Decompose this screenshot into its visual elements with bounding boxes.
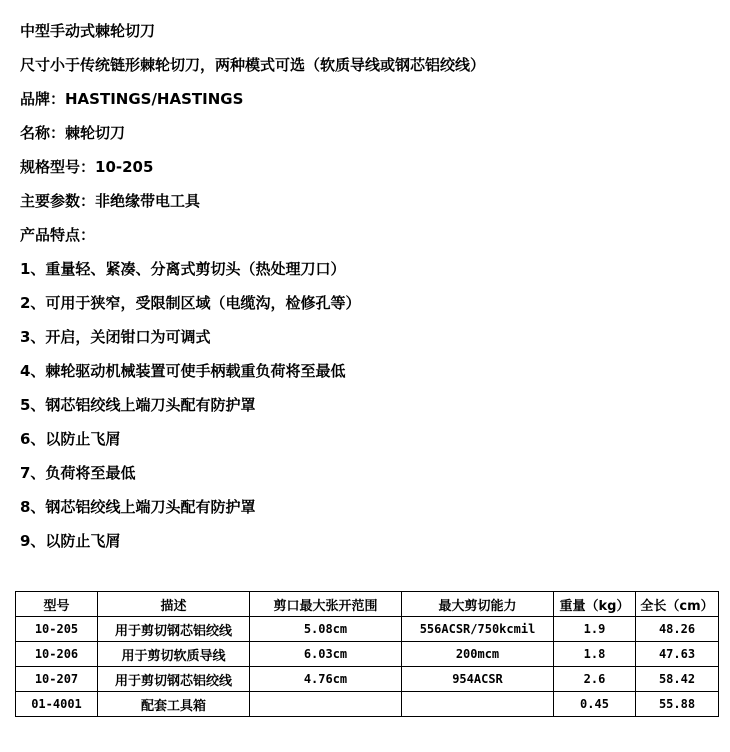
cell-model: 01-4001	[16, 692, 98, 717]
feature-item: 4、棘轮驱动机械装置可使手柄载重负荷将至最低	[20, 362, 346, 380]
cell-description: 用于剪切钢芯铝绞线	[98, 667, 250, 692]
cell-weight: 0.45	[554, 692, 636, 717]
feature-item: 8、钢芯铝绞线上端刀头配有防护罩	[20, 498, 256, 516]
feature-item: 3、开启，关闭钳口为可调式	[20, 328, 211, 346]
cell-weight: 1.8	[554, 642, 636, 667]
features-heading: 产品特点：	[20, 226, 96, 244]
product-summary: 尺寸小于传统链形棘轮切刀，两种模式可选（软质导线或钢芯铝绞线）	[20, 56, 486, 74]
header-model: 型号	[16, 592, 98, 617]
specification-table	[15, 591, 719, 717]
cell-model: 10-205	[16, 617, 98, 642]
cell-max-cutting-capacity: 556ACSR/750kcmil	[402, 617, 554, 642]
header-description: 描述	[98, 592, 250, 617]
feature-item: 7、负荷将至最低	[20, 464, 136, 482]
header-max-opening: 剪口最大张开范围	[250, 592, 402, 617]
cell-max-opening: 5.08cm	[250, 617, 402, 642]
cell-length: 48.26	[636, 617, 719, 642]
cell-description: 用于剪切钢芯铝绞线	[98, 617, 250, 642]
cell-model: 10-207	[16, 667, 98, 692]
feature-item: 9、以防止飞屑	[20, 532, 121, 550]
table-header-row	[16, 592, 719, 617]
cell-max-opening: 4.76cm	[250, 667, 402, 692]
name-line: 名称：棘轮切刀	[20, 124, 126, 142]
table-row	[16, 642, 719, 667]
cell-max-cutting-capacity	[402, 692, 554, 717]
feature-item: 1、重量轻、紧凑、分离式剪切头（热处理刀口）	[20, 260, 346, 278]
table-row	[16, 667, 719, 692]
cell-length: 58.42	[636, 667, 719, 692]
cell-weight: 1.9	[554, 617, 636, 642]
cell-max-opening	[250, 692, 402, 717]
feature-item: 2、可用于狭窄，受限制区域（电缆沟，检修孔等）	[20, 294, 361, 312]
main-parameters-line: 主要参数：非绝缘带电工具	[20, 192, 201, 210]
feature-item: 6、以防止飞屑	[20, 430, 121, 448]
cell-description: 配套工具箱	[98, 692, 250, 717]
cell-max-cutting-capacity: 954ACSR	[402, 667, 554, 692]
table-row	[16, 617, 719, 642]
model-line: 规格型号：10-205	[20, 158, 154, 176]
table-row	[16, 692, 719, 717]
cell-length: 47.63	[636, 642, 719, 667]
cell-weight: 2.6	[554, 667, 636, 692]
header-max-cutting-capacity: 最大剪切能力	[402, 592, 554, 617]
product-title: 中型手动式棘轮切刀	[20, 22, 156, 40]
cell-description: 用于剪切软质导线	[98, 642, 250, 667]
cell-length: 55.88	[636, 692, 719, 717]
cell-max-cutting-capacity: 200mcm	[402, 642, 554, 667]
header-weight: 重量（kg）	[554, 592, 636, 617]
feature-item: 5、钢芯铝绞线上端刀头配有防护罩	[20, 396, 256, 414]
header-length: 全长（cm）	[636, 592, 719, 617]
cell-model: 10-206	[16, 642, 98, 667]
brand-line: 品牌：HASTINGS/HASTINGS	[20, 90, 244, 108]
product-description	[20, 14, 720, 558]
cell-max-opening: 6.03cm	[250, 642, 402, 667]
